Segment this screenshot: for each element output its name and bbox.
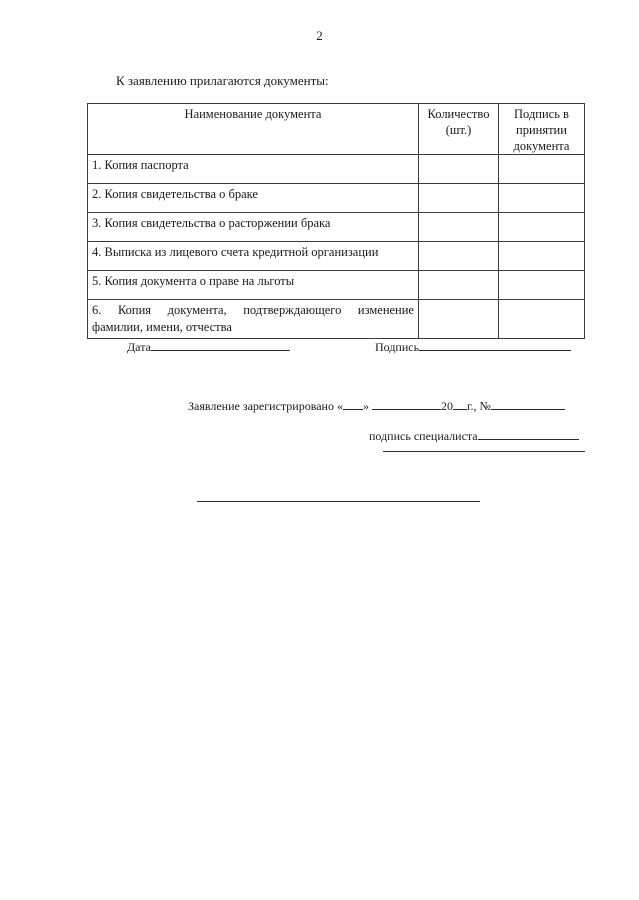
quantity-cell[interactable]: [419, 155, 499, 184]
table-row: [88, 242, 585, 271]
date-line[interactable]: [151, 338, 290, 351]
header-signature-line3: документа: [513, 139, 570, 153]
table-row: [88, 271, 585, 300]
table-row: [88, 184, 585, 213]
specialist-signature-field[interactable]: [369, 427, 579, 444]
header-document-name: Наименование документа: [88, 104, 419, 155]
registration-quote-close: »: [362, 399, 369, 413]
date-label: Дата: [127, 340, 151, 354]
signature-line[interactable]: [419, 338, 571, 351]
specialist-extra-line[interactable]: [383, 451, 585, 452]
table-row: [88, 213, 585, 242]
signature-cell[interactable]: [499, 155, 585, 184]
document-name-cell: 3. Копия свидетельства о расторжении брака: [88, 213, 419, 242]
header-quantity: [419, 104, 499, 155]
page-number: 2: [316, 28, 323, 43]
registration-month-line[interactable]: [372, 397, 441, 410]
table-header-row: [88, 104, 585, 155]
document-name-text: 6. Копия документа, подтверждающего изменение фамилии, имени, отчества: [92, 303, 414, 334]
document-name-cell: 5. Копия документа о праве на льготы: [88, 271, 419, 300]
quantity-cell[interactable]: [419, 213, 499, 242]
specialist-line[interactable]: [478, 427, 579, 440]
registration-line: [188, 397, 565, 414]
signature-field[interactable]: [375, 338, 571, 355]
header-quantity-line1: Количество: [427, 107, 490, 121]
registration-day-line[interactable]: [343, 397, 363, 410]
registration-year-prefix: 20: [440, 399, 453, 413]
header-signature: [499, 104, 585, 155]
separator-line: [197, 501, 480, 502]
quantity-cell[interactable]: [419, 184, 499, 213]
document-name-cell: 4. Выписка из лицевого счета кредитной организации: [88, 242, 419, 271]
signature-cell[interactable]: [499, 271, 585, 300]
signature-cell[interactable]: [499, 213, 585, 242]
registration-year-line[interactable]: [453, 397, 467, 410]
specialist-label: подпись специалиста: [369, 429, 478, 443]
document-name-cell: 2. Копия свидетельства о браке: [88, 184, 419, 213]
registration-year-suffix: г., №: [466, 399, 492, 413]
table-row: [88, 155, 585, 184]
header-signature-line1: Подпись в: [514, 107, 569, 121]
quantity-cell[interactable]: [419, 271, 499, 300]
signature-cell[interactable]: [499, 300, 585, 339]
quantity-cell[interactable]: [419, 242, 499, 271]
quantity-cell[interactable]: [419, 300, 499, 339]
header-signature-line2: принятии: [516, 123, 567, 137]
registration-label: Заявление зарегистрировано «: [188, 399, 343, 413]
document-name-cell: 1. Копия паспорта: [88, 155, 419, 184]
signature-cell[interactable]: [499, 184, 585, 213]
documents-table: [87, 103, 585, 339]
table-row: [88, 300, 585, 339]
signature-label: Подпись: [375, 340, 420, 354]
document-name-cell: [88, 300, 419, 339]
attachments-intro: К заявлению прилагаются документы:: [116, 73, 329, 88]
signature-cell[interactable]: [499, 242, 585, 271]
header-quantity-line2: (шт.): [445, 123, 472, 137]
registration-number-line[interactable]: [491, 397, 565, 410]
date-field[interactable]: [127, 338, 290, 355]
